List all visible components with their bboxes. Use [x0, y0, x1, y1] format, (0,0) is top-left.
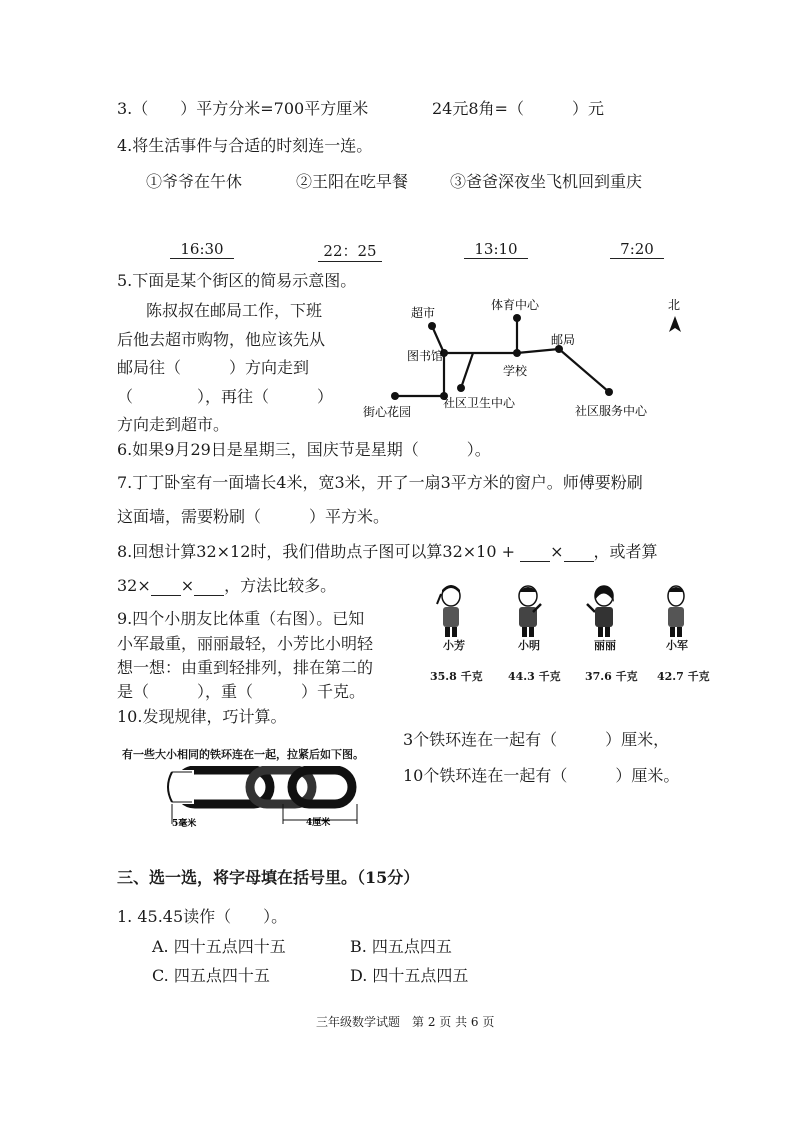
- q8-text-c: ，方法比较多。: [224, 576, 337, 595]
- north-label: 北: [668, 298, 681, 312]
- chain-diagram: [150, 766, 365, 828]
- street-map: [355, 290, 695, 430]
- q7-line-2: 这面墙，需要粉刷（ ）平方米。: [117, 507, 390, 526]
- q8-times-2: ×: [180, 576, 195, 595]
- kid-illustration-3: [578, 582, 628, 638]
- chain-rings: [178, 770, 352, 804]
- q5-line-2: 后他去超市购物，他应该先从: [117, 330, 326, 349]
- map-label-school: 学校: [503, 364, 528, 378]
- q8-blank-2: [564, 542, 594, 562]
- map-label-garden: 街心花园: [363, 405, 412, 419]
- section3-title: 三、选一选，将字母填在括号里。（15分）: [117, 868, 420, 887]
- kid-name-4: 小军: [666, 639, 688, 652]
- kid-name-3: 丽丽: [594, 639, 616, 652]
- q8-text-a: 8.回想计算32×12时，我们借助点子图可以算32×10 +: [117, 542, 516, 561]
- q6: 6.如果9月29日是星期三，国庆节是星期（ ）。: [117, 440, 491, 459]
- q8-line-1: [117, 539, 658, 562]
- q10-answer-1: 3个铁环连在一起有（ ）厘米，: [403, 730, 670, 749]
- chain-caption: 有一些大小相同的铁环连在一起，拉紧后如下图。: [122, 748, 364, 761]
- dim-left-label: 5毫米: [172, 819, 197, 828]
- map-label-sports-center: 体育中心: [491, 298, 540, 312]
- q8-blank-4: [194, 576, 224, 596]
- kid-weight-2: 44.3 千克: [508, 670, 561, 683]
- kid-name-1: 小芳: [443, 639, 465, 652]
- map-label-library: 图书馆: [407, 349, 444, 363]
- map-label-clinic: 社区卫生中心: [443, 396, 516, 410]
- q9-line-4: 是（ ），重（ ）千克。: [117, 682, 366, 701]
- map-label-service-center: 社区服务中心: [575, 404, 648, 418]
- kid-illustration-1: [427, 582, 477, 638]
- option-b: B. 四五点四五: [350, 937, 452, 956]
- section3-q1: 1. 45.45读作（ ）。: [117, 907, 288, 926]
- q8-line-2: [117, 573, 336, 596]
- kid-weight-1: 35.8 千克: [430, 670, 483, 683]
- q5-line-3: 邮局往（ ）方向走到: [117, 358, 310, 377]
- map-label-post-office: 邮局: [551, 333, 576, 347]
- q5-line-1: 陈叔叔在邮局工作，下班: [146, 301, 323, 320]
- north-arrow-icon: [669, 316, 681, 332]
- q5-line-5: 方向走到超市。: [117, 415, 230, 434]
- page-footer: 三年级数学试题 第 2 页 共 6 页: [316, 1015, 495, 1029]
- q10-answer-2: 10个铁环连在一起有（ ）厘米。: [403, 766, 680, 785]
- kid-weight-3: 37.6 千克: [585, 670, 638, 683]
- kid-weight-4: 42.7 千克: [657, 670, 710, 683]
- q9-line-1: 9.四个小朋友比体重（右图）。已知: [117, 609, 365, 628]
- q4-title: 4.将生活事件与合适的时刻连一连。: [117, 136, 373, 155]
- map-label-supermarket: 超市: [411, 306, 436, 320]
- q4-time-4: 7:20: [610, 240, 664, 259]
- q7-line-1: 7.丁丁卧室有一面墙长4米，宽3米，开了一扇3平方米的窗户。师傅要粉刷: [117, 473, 643, 492]
- q3-left: 3.（ ）平方分米=700平方厘米: [117, 99, 369, 118]
- option-c: C. 四五点四十五: [152, 966, 270, 985]
- kid-illustration-4: [651, 582, 701, 638]
- q9-line-3: 想一想：由重到轻排列，排在第二的: [117, 658, 374, 677]
- q8-text-b: 32×: [117, 576, 151, 595]
- q10-title: 10.发现规律，巧计算。: [117, 707, 287, 726]
- q4-time-1: 16:30: [170, 240, 234, 259]
- q4-event-1: ①爷爷在午休: [146, 172, 243, 191]
- q8-blank-3: [151, 576, 181, 596]
- kid-illustration-2: [503, 582, 553, 638]
- dim-right-label: 4厘米: [306, 818, 331, 828]
- q5-line-4: （ ），再往（ ）: [117, 387, 334, 406]
- q4-event-3: ③爸爸深夜坐飞机回到重庆: [450, 172, 643, 191]
- q3-right: 24元8角=（ ）元: [432, 99, 604, 118]
- q8-blank-1: [520, 542, 550, 562]
- q4-event-2: ②王阳在吃早餐: [296, 172, 409, 191]
- q9-line-2: 小军最重，丽丽最轻，小芳比小明轻: [117, 634, 374, 653]
- option-a: A. 四十五点四十五: [152, 937, 286, 956]
- q8-sep: ，或者算: [593, 542, 658, 561]
- q5-title: 5.下面是某个街区的简易示意图。: [117, 271, 357, 290]
- option-d: D. 四十五点四五: [350, 966, 469, 985]
- q4-time-3: 13:10: [464, 240, 528, 259]
- kid-name-2: 小明: [518, 639, 540, 652]
- q8-times-1: ×: [550, 542, 564, 561]
- q4-time-2: 22：25: [318, 240, 382, 262]
